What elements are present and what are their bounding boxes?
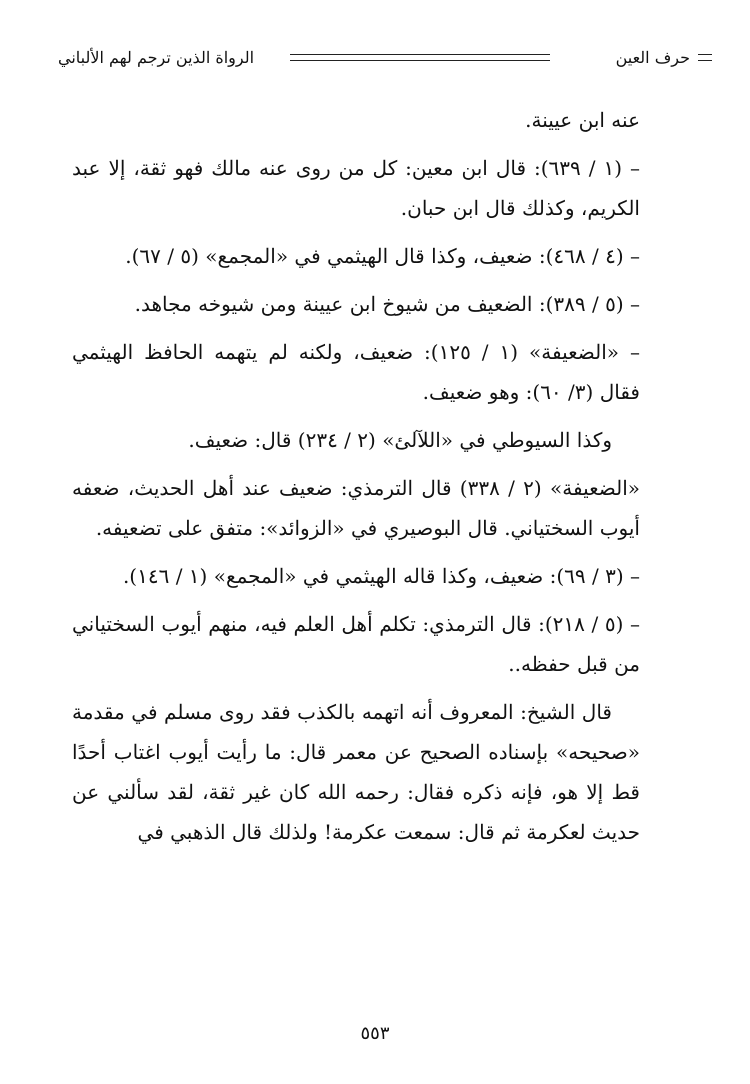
- paragraph: – (٥ / ٢١٨): قال الترمذي: تكلم أهل العلم فيه، منهم أيوب السختياني من قبل حفظه..: [72, 612, 640, 676]
- paragraph: – (٣ / ٦٩): ضعيف، وكذا قاله الهيثمي في «المجمع» (١ / ١٤٦).: [122, 564, 640, 588]
- header-rule: [290, 54, 550, 61]
- paragraph: عنه ابن عيينة.: [525, 108, 640, 132]
- paragraph: – «الضعيفة» (١ / ١٢٥): ضعيف، ولكنه لم يتهمه الحافظ الهيثمي فقال (٣/ ٦٠): وهو ضعيف.: [72, 340, 640, 404]
- paragraph: وكذا السيوطي في «اللآلئ» (٢ / ٢٣٤) قال: ضعيف.: [188, 428, 612, 452]
- page-number: ٥٥٣: [360, 1023, 390, 1044]
- chapter-title: حرف العين: [615, 48, 690, 67]
- paragraph: – (٤ / ٤٦٨): ضعيف، وكذا قال الهيثمي في «المجمع» (٥ / ٦٧).: [125, 244, 640, 268]
- header-marker: [698, 54, 712, 61]
- page-body: [72, 100, 640, 860]
- section-title: الرواة الذين ترجم لهم الألباني: [58, 48, 255, 67]
- paragraph: قال الشيخ: المعروف أنه اتهمه بالكذب فقد روى مسلم في مقدمة «صحيحه» بإسناده الصحيح عن معمر قال: ما رأيت أيوب اغتاب أحدًا قط إلا هو، فإنه ذكره فقال: رحمه الله كان غير ثقة، لقد سألني عن حديث لعكرمة ثم قال: سمعت عكرمة! ولذلك قال الذهبي في: [72, 700, 640, 844]
- paragraph: «الضعيفة» (٢ / ٣٣٨) قال الترمذي: ضعيف عند أهل الحديث، ضعفه أيوب السختياني. قال البوصيري في «الزوائد»: متفق على تضعيفه.: [72, 476, 641, 540]
- paragraph: – (٥ / ٣٨٩): الضعيف من شيوخ ابن عيينة ومن شيوخه مجاهد.: [134, 292, 640, 316]
- running-header: [58, 46, 690, 70]
- paragraph: – (١ / ٦٣٩): قال ابن معين: كل من روى عنه مالك فهو ثقة، إلا عبد الكريم، وكذلك قال ابن حبان.: [72, 156, 640, 220]
